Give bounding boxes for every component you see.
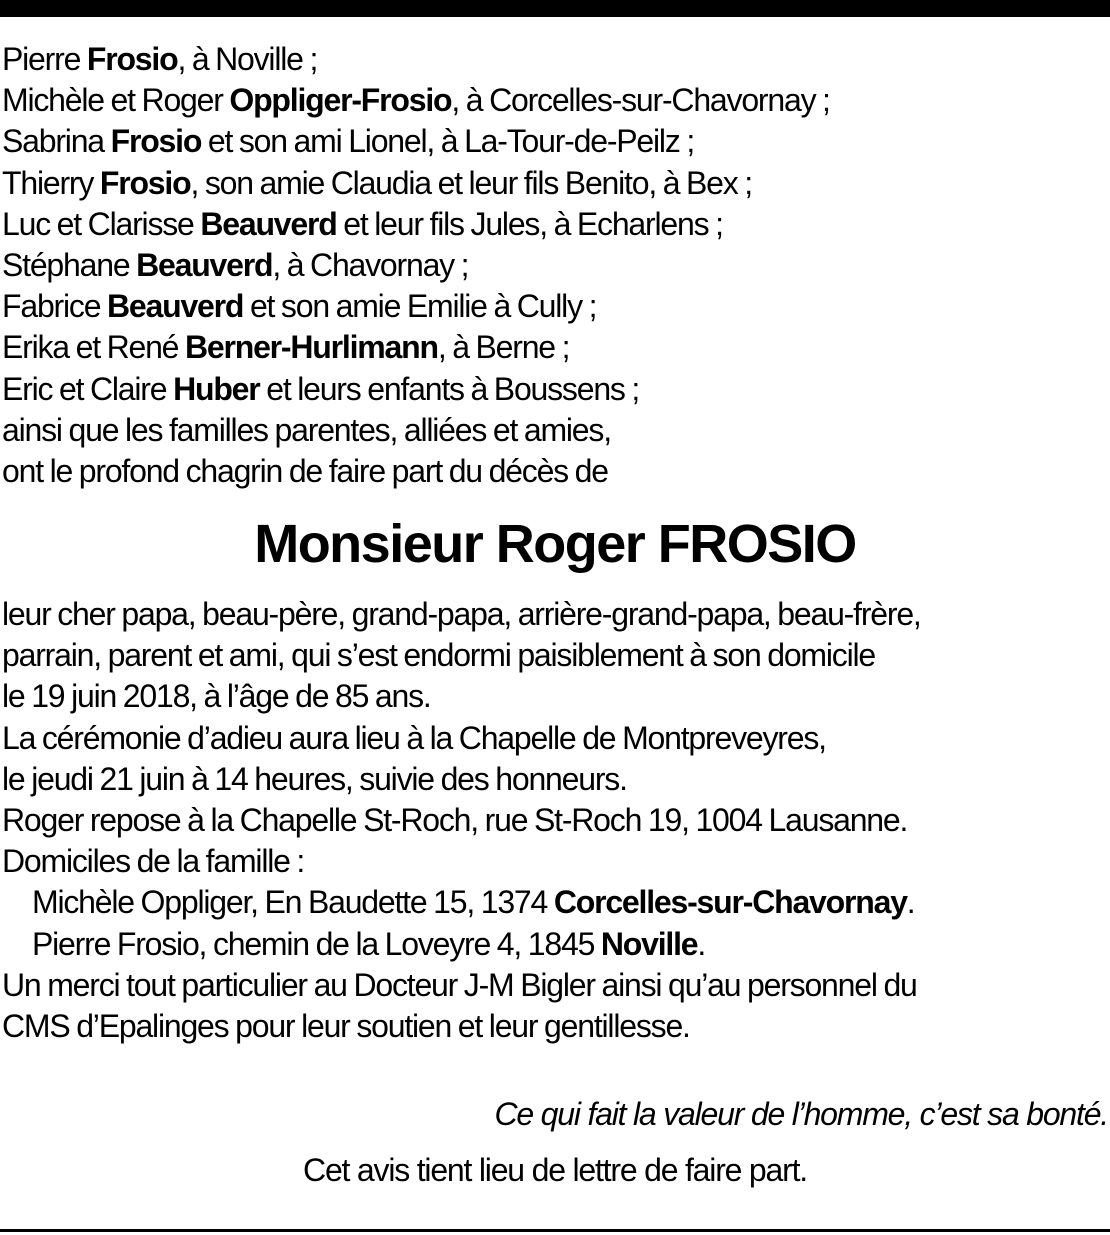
- family-surname: Beauverd: [107, 288, 244, 325]
- body-line: Domiciles de la famille :: [2, 843, 305, 880]
- family-surname: Oppliger-Frosio: [229, 82, 452, 119]
- domicile-line: [2, 882, 1102, 923]
- domicile-punctuation: .: [906, 884, 915, 921]
- family-surname: Huber: [173, 370, 260, 407]
- domicile-address: Pierre Frosio, chemin de la Loveyre 4, 1845: [32, 925, 601, 962]
- body-line: parrain, parent et ami, qui s’est endormi paisiblement à son domicile: [2, 637, 876, 674]
- family-list: [2, 39, 1102, 492]
- family-line-text: Michèle et Roger: [2, 82, 230, 119]
- family-line-text: Sabrina: [2, 123, 111, 160]
- family-line: [2, 286, 1102, 327]
- family-line-text: , à Chavornay ;: [272, 247, 469, 284]
- family-line: [2, 245, 1102, 286]
- family-surname: Beauverd: [200, 205, 337, 242]
- family-line-text: et son ami Lionel, à La-Tour-de-Peilz ;: [201, 123, 695, 160]
- family-line-text: , son amie Claudia et leur fils Benito, à Bex ;: [190, 164, 752, 201]
- family-line: [2, 327, 1102, 368]
- body-line: leur cher papa, beau-père, grand-papa, arrière-grand-papa, beau-frère,: [2, 596, 921, 632]
- notice-body: [2, 594, 1102, 1047]
- family-line-text: Luc et Clarisse: [2, 205, 201, 242]
- family-line-text: et leurs enfants à Boussens ;: [259, 370, 640, 407]
- family-line: [2, 163, 1102, 204]
- family-line: [2, 369, 1102, 410]
- top-border-rule: [0, 0, 1110, 17]
- domicile-city: Noville: [600, 925, 698, 962]
- thanks-line: Un merci tout particulier au Docteur J-M Bigler ainsi qu’au personnel du: [2, 966, 917, 1003]
- family-line: [2, 80, 1102, 121]
- body-line: le 19 juin 2018, à l’âge de 85 ans.: [2, 678, 431, 715]
- family-surname: Frosio: [86, 41, 178, 77]
- deceased-name-heading: Monsieur Roger FROSIO: [254, 514, 856, 574]
- family-surname: Frosio: [99, 164, 191, 201]
- bottom-border-rule: [0, 1229, 1110, 1232]
- family-line: [2, 39, 1102, 80]
- family-line-text: , à Noville ;: [177, 41, 318, 77]
- domicile-address: Michèle Oppliger, En Baudette 15, 1374: [32, 884, 554, 921]
- body-line: La cérémonie d’adieu aura lieu à la Chapelle de Montpreveyres,: [2, 719, 826, 756]
- family-line-text: , à Berne ;: [437, 329, 570, 366]
- domicile-city: Corcelles-sur-Chavornay: [553, 884, 907, 921]
- family-line-text: Pierre: [2, 41, 87, 77]
- family-line: [2, 121, 1102, 162]
- body-line: Roger repose à la Chapelle St-Roch, rue St-Roch 19, 1004 Lausanne.: [2, 802, 908, 839]
- family-surname: Frosio: [110, 123, 202, 160]
- family-line-text: Erika et René: [2, 329, 185, 366]
- domicile-punctuation: .: [697, 925, 706, 962]
- domicile-line: [2, 924, 1102, 965]
- closing-note: Cet avis tient lieu de lettre de faire part.: [303, 1152, 807, 1188]
- family-line-text: et son amie Emilie à Cully ;: [243, 288, 597, 325]
- family-line-text: Stéphane: [2, 247, 137, 284]
- family-surname: Berner-Hurlimann: [184, 329, 438, 366]
- families-closing-line: ainsi que les familles parentes, alliées et amies,: [2, 411, 611, 448]
- motto-quote: Ce qui fait la valeur de l’homme, c’est sa bonté.: [494, 1096, 1108, 1132]
- family-surname: Beauverd: [136, 247, 273, 284]
- family-line-text: Eric et Claire: [2, 370, 174, 407]
- thanks-line: CMS d’Epalinges pour leur soutien et leur gentillesse.: [2, 1008, 690, 1045]
- family-line-text: , à Corcelles-sur-Chavornay ;: [451, 82, 830, 119]
- family-line-text: Thierry: [2, 164, 100, 201]
- families-closing-line: ont le profond chagrin de faire part du décès de: [2, 453, 608, 490]
- family-line-text: Fabrice: [2, 288, 107, 325]
- body-line: le jeudi 21 juin à 14 heures, suivie des honneurs.: [2, 760, 627, 797]
- family-line-text: et leur fils Jules, à Echarlens ;: [336, 205, 723, 242]
- family-line: [2, 204, 1102, 245]
